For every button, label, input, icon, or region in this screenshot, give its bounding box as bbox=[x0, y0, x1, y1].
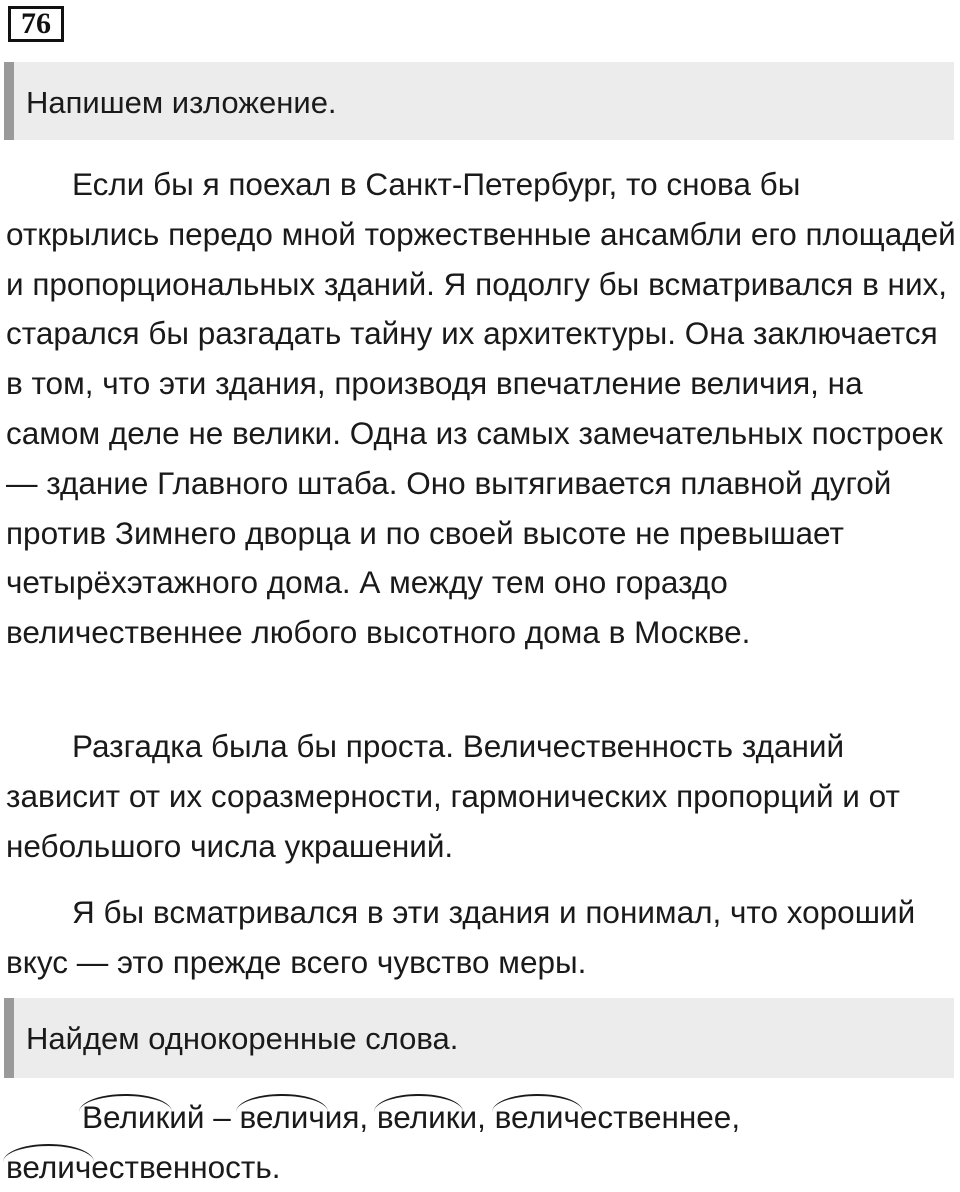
root-morpheme: велич bbox=[239, 1092, 324, 1142]
root-morpheme: велич bbox=[495, 1092, 580, 1142]
cognate-word-1: величия bbox=[239, 1092, 359, 1142]
paragraph-text: Я бы всматривался в эти здания и понимал, что хороший вкус — это прежде всего чувство меры. bbox=[6, 894, 916, 980]
cognate-word-2: велики bbox=[377, 1092, 477, 1142]
root-morpheme: велич bbox=[6, 1142, 91, 1192]
cognate-word-4: величественность bbox=[6, 1142, 272, 1192]
essay-paragraph-2 bbox=[6, 722, 956, 871]
cognates-line-1 bbox=[6, 1092, 956, 1142]
paragraph-text: Разгадка была бы проста. Величественность зданий зависит от их соразмерности, гармонических пропорций и от небольшого числа украшений. bbox=[6, 728, 900, 864]
period: . bbox=[271, 1149, 281, 1185]
cognates-line-2 bbox=[6, 1142, 956, 1192]
cognate-word-3: величественнее bbox=[495, 1092, 732, 1142]
root-morpheme: велик bbox=[377, 1092, 460, 1142]
paragraph-text: Если бы я поехал в Санкт-Петербург, то снова бы открылись передо мной торжественные ансамбли его площадей и пропорциональных зданий. Я подолгу бы всматривался в них, старался бы разгадать тайну их архитектуры. Она заключается в том, что эти здания, производя впечатление величия, на самом деле не велики. Одна из самых замечательных построек — здание Главного штаба. Оно вытягивается плавной дугой против Зимнего дворца и по своей высоте не превышает четырёхэтажного дома. А между тем оно гораздо величественнее любого высотного дома в Москве. bbox=[6, 166, 956, 651]
comma-separator: , bbox=[359, 1099, 377, 1135]
essay-paragraph-1 bbox=[6, 160, 956, 658]
dash-separator: – bbox=[204, 1099, 240, 1135]
section-header-essay: Напишем изложение. bbox=[4, 62, 954, 140]
cognate-word-main: Великий bbox=[82, 1092, 204, 1142]
root-morpheme: Велик bbox=[82, 1092, 169, 1142]
essay-paragraph-3 bbox=[6, 888, 956, 988]
section-header-cognates: Найдем однокоренные слова. bbox=[4, 998, 954, 1078]
comma-separator: , bbox=[731, 1099, 741, 1135]
comma-separator: , bbox=[477, 1099, 495, 1135]
task-number-box: 76 bbox=[8, 6, 64, 42]
